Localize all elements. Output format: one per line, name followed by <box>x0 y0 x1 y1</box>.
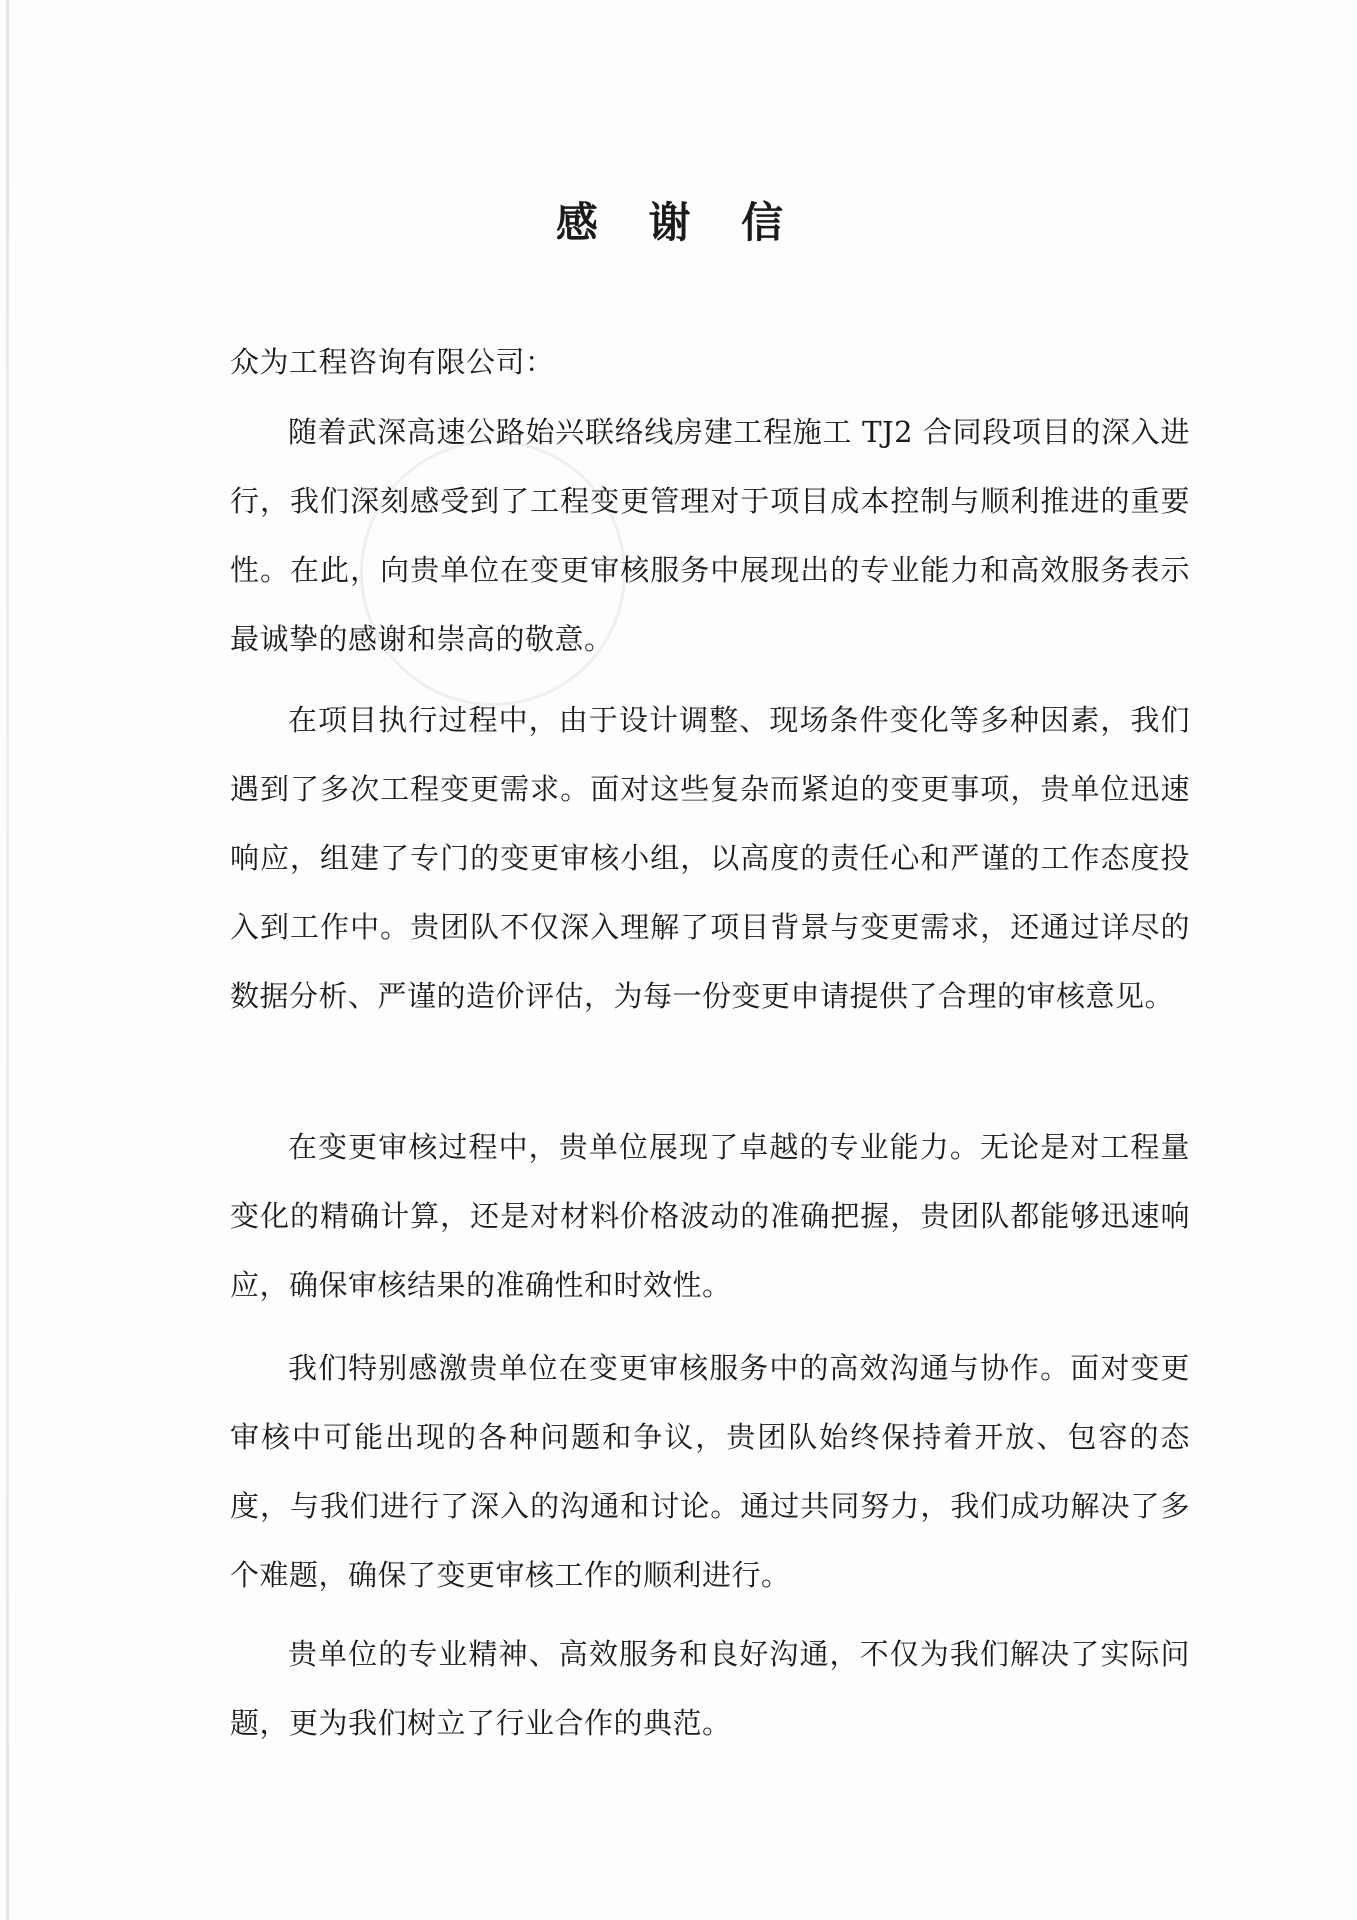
paragraph-3: 在变更审核过程中，贵单位展现了卓越的专业能力。无论是对工程量变化的精确计算，还是对材料价格波动的准确把握，贵团队都能够迅速响应，确保审核结果的准确性和时效性。 <box>230 1130 1190 1302</box>
scan-edge-shadow <box>6 0 9 1920</box>
letter-title: 感 谢 信 <box>555 198 802 247</box>
paragraph-2: 在项目执行过程中，由于设计调整、现场条件变化等多种因素，我们遇到了多次工程变更需求。面对这些复杂而紧迫的变更事项，贵单位迅速响应，组建了专门的变更审核小组，以高度的责任心和严谨的工作态度投入到工作中。贵团队不仅深入理解了项目背景与变更需求，还通过详尽的数据分析、严谨的造价评估，为每一份变更申请提供了合理的审核意见。 <box>230 703 1190 1013</box>
paragraph-1: 随着武深高速公路始兴联络线房建工程施工 TJ2 合同段项目的深入进行，我们深刻感受到了工程变更管理对于项目成本控制与顺利推进的重要性。在此，向贵单位在变更审核服务中展现出的专业能力和高效服务表示最诚挚的感谢和崇高的敬意。 <box>230 415 1190 656</box>
paragraph-4: 我们特别感激贵单位在变更审核服务中的高效沟通与协作。面对变更审核中可能出现的各种问题和争议，贵团队始终保持着开放、包容的态度，与我们进行了深入的沟通和讨论。通过共同努力，我们成功解决了多个难题，确保了变更审核工作的顺利进行。 <box>230 1351 1190 1592</box>
salutation: 众为工程咨询有限公司： <box>230 345 555 379</box>
paragraph-5: 贵单位的专业精神、高效服务和良好沟通，不仅为我们解决了实际问题，更为我们树立了行业合作的典范。 <box>230 1637 1190 1740</box>
